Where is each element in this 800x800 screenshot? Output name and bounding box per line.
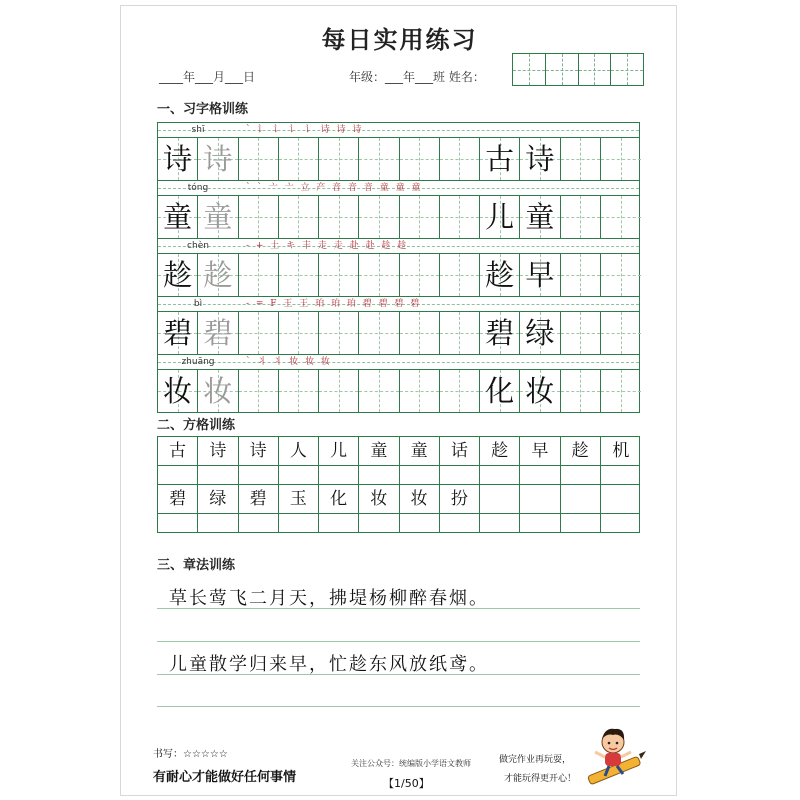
fangge-cell[interactable] [440,514,480,532]
writing-cell[interactable] [561,254,601,296]
writing-cell[interactable] [279,138,319,180]
writing-cell[interactable] [198,370,238,412]
writing-cell[interactable] [158,138,198,180]
pinyin-label: bì [193,299,203,309]
writing-cells [157,254,640,297]
writing-cell[interactable] [359,370,399,412]
tianzige-row [157,296,640,355]
writing-cell[interactable] [239,138,279,180]
fangge-cell[interactable] [520,466,560,484]
motto: 有耐心才能做好任何事情 [153,770,297,785]
poem-line-1: 草长莺飞二月天，拂堤杨柳醉春烟。 [169,588,489,609]
writing-cell[interactable] [239,370,279,412]
trace-character: 诗 [203,142,233,176]
fangge-cell[interactable] [601,485,641,513]
stroke-order: - + 土 キ 丰 走 走 赴 赴 趁 趁 [246,241,409,251]
model-character: 趁 [485,258,515,292]
writing-cells [157,196,640,239]
fangge-grid [157,436,640,533]
pinyin-line [157,354,640,370]
writing-cell[interactable] [158,196,198,238]
fangge-cell[interactable] [158,466,198,484]
fangge-cell[interactable]: 诗 [198,437,238,465]
fangge-cell[interactable] [279,466,319,484]
fangge-cell[interactable]: 儿 [319,437,359,465]
date-line: ____年___月___日 [159,70,256,84]
writing-label: 书写： [153,749,183,760]
fangge-cell[interactable]: 话 [440,437,480,465]
fangge-cell[interactable]: 绿 [198,485,238,513]
writing-cell[interactable] [359,254,399,296]
writing-cell[interactable] [561,138,601,180]
trace-character: 童 [203,200,233,234]
writing-cell[interactable] [239,312,279,354]
writing-rule [157,608,640,609]
slogan-line-2: 才能玩得更开心！ [504,774,577,784]
writing-rule [157,706,640,707]
writing-cell[interactable] [480,370,520,412]
pinyin-label: shī [191,125,205,135]
fangge-cell[interactable]: 碧 [239,485,279,513]
fangge-cell[interactable]: 玉 [279,485,319,513]
writing-cell[interactable] [561,312,601,354]
writing-cells [157,312,640,355]
tianzige-row [157,354,640,413]
fangge-cell[interactable] [359,514,399,532]
writing-cell[interactable] [158,254,198,296]
writing-cell[interactable] [279,312,319,354]
model-character: 童 [525,200,555,234]
rating-stars[interactable]: ☆☆☆☆☆ [183,749,228,760]
fangge-cell[interactable]: 趁 [480,437,520,465]
writing-cell[interactable] [520,196,560,238]
pinyin-label: zhuāng [181,357,215,367]
fangge-cell[interactable]: 趁 [561,437,601,465]
model-character: 诗 [525,142,555,176]
tianzige-row [157,122,640,181]
writing-cell[interactable] [601,196,641,238]
pencil-boy-illustration [583,722,647,788]
fangge-cell[interactable] [239,514,279,532]
fangge-cell[interactable] [480,485,520,513]
model-character: 化 [485,374,515,408]
writing-cell[interactable] [239,196,279,238]
writing-cell[interactable] [319,312,359,354]
fangge-cell[interactable] [319,514,359,532]
writing-cell[interactable] [440,196,480,238]
writing-cell[interactable] [279,196,319,238]
trace-character: 碧 [203,316,233,350]
fangge-cell[interactable] [601,466,641,484]
writing-cell[interactable] [480,254,520,296]
pinyin-label: tóng [187,183,209,193]
model-character: 儿 [485,200,515,234]
fangge-cell[interactable] [561,485,601,513]
wechat-note: 关注公众号：统编版小学语文教师 [351,759,471,768]
writing-cell[interactable] [520,138,560,180]
fangge-cell[interactable]: 机 [612,441,630,461]
model-character: 诗 [163,142,193,176]
writing-cell[interactable] [198,196,238,238]
writing-cell[interactable] [319,254,359,296]
model-character: 妆 [163,374,193,408]
writing-cell[interactable] [198,254,238,296]
writing-cell[interactable] [158,312,198,354]
trace-character: 妆 [203,374,233,408]
section-heading-1: 一、习字格训练 [157,102,249,117]
fangge-cell[interactable]: 早 [520,437,560,465]
fangge-cell[interactable]: 诗 [239,437,279,465]
writing-cell[interactable] [359,312,399,354]
fangge-cell[interactable] [158,514,198,532]
stroke-order: ` ` 亠 亠 立 产 音 音 音 童 童 童 [246,183,423,193]
stroke-order: - = F 王 王 珀 珀 珀 碧 碧 碧 碧 [246,299,422,309]
section-heading-3: 三、章法训练 [157,558,236,573]
pinyin-line [157,238,640,254]
fangge-cell[interactable] [561,466,601,484]
model-character: 碧 [485,316,515,350]
writing-cell[interactable] [400,370,440,412]
writing-cell[interactable] [440,254,480,296]
writing-cell[interactable] [561,196,601,238]
pinyin-line [157,296,640,312]
writing-cell[interactable] [158,370,198,412]
stroke-order: ` 丬 丬 妆 妆 妆 [246,357,332,367]
writing-cell[interactable] [601,370,641,412]
model-character: 童 [163,200,193,234]
name-box[interactable] [512,53,644,86]
fangge-cell[interactable] [400,466,440,484]
poem-line-2: 儿童散学归来早，忙趁东风放纸鸢。 [169,654,489,675]
writing-rating [153,745,228,760]
grade-name-line: 年级：___年___班 姓名： [349,70,485,84]
writing-cell[interactable] [440,312,480,354]
fangge-row-1 [158,437,639,466]
fangge-cell[interactable]: 化 [319,485,359,513]
model-character: 古 [485,142,515,176]
writing-cell[interactable] [359,196,399,238]
writing-cell[interactable] [601,312,641,354]
writing-cell[interactable] [198,312,238,354]
writing-cell[interactable] [520,370,560,412]
fangge-gap-row [158,466,639,485]
writing-rule [157,674,640,675]
slogan-line-1: 做完作业再玩耍， [499,755,572,765]
writing-cell[interactable] [601,138,641,180]
model-character: 妆 [525,374,555,408]
fangge-row-2 [158,485,639,514]
writing-cell[interactable] [319,138,359,180]
fangge-cell[interactable]: 人 [279,437,319,465]
fangge-cell[interactable] [520,514,560,532]
writing-cells [157,138,640,181]
writing-cell[interactable] [400,196,440,238]
fangge-cell[interactable] [359,466,399,484]
writing-cell[interactable] [561,370,601,412]
pinyin-line [157,122,640,138]
writing-cell[interactable] [239,254,279,296]
fangge-cell[interactable] [601,514,641,532]
model-character: 碧 [163,316,193,350]
writing-cell[interactable] [359,138,399,180]
section-heading-2: 二、方格训练 [157,418,236,433]
writing-cell[interactable] [480,312,520,354]
fangge-cell[interactable]: 童 [400,437,440,465]
writing-cell[interactable] [400,138,440,180]
writing-cell[interactable] [319,196,359,238]
fangge-cell[interactable]: 碧 [158,485,198,513]
fangge-cell[interactable]: 童 [359,437,399,465]
writing-cell[interactable] [400,254,440,296]
worksheet [120,5,677,796]
fangge-cell[interactable]: 古 [158,437,198,465]
fangge-cell[interactable] [198,514,238,532]
fangge-cell[interactable] [198,466,238,484]
stroke-order: ` 讠 讠 讠 讠 诗 诗 诗 [246,125,364,135]
fangge-cell[interactable] [319,466,359,484]
writing-cell[interactable] [601,254,641,296]
writing-cell[interactable] [440,138,480,180]
fangge-cell[interactable] [239,466,279,484]
writing-cell[interactable] [480,196,520,238]
trace-character: 趁 [203,258,233,292]
writing-cell[interactable] [520,254,560,296]
fangge-gap-row [158,514,639,532]
model-character: 早 [525,258,555,292]
fangge-cell[interactable] [480,514,520,532]
writing-cells [157,370,640,413]
fangge-cell[interactable] [520,485,560,513]
writing-cell[interactable] [279,254,319,296]
fangge-cell[interactable] [279,514,319,532]
model-character: 绿 [525,316,555,350]
page-indicator: 【1/50】 [383,777,430,790]
fangge-cell[interactable] [440,466,480,484]
writing-rule [157,641,640,642]
tianzige-row [157,238,640,297]
writing-cell[interactable] [279,370,319,412]
writing-cell[interactable] [400,312,440,354]
pinyin-line [157,180,640,196]
page-title: 每日实用练习 [321,26,478,54]
writing-cell[interactable] [198,138,238,180]
writing-cell[interactable] [520,312,560,354]
fangge-cell[interactable]: 妆 [359,485,399,513]
writing-cell[interactable] [319,370,359,412]
writing-cell[interactable] [440,370,480,412]
writing-cell[interactable] [480,138,520,180]
tianzige-row [157,180,640,239]
fangge-cell[interactable] [480,466,520,484]
fangge-cell[interactable]: 妆 [400,485,440,513]
model-character: 趁 [163,258,193,292]
fangge-cell[interactable] [561,514,601,532]
fangge-cell[interactable]: 扮 [440,485,480,513]
pinyin-label: chèn [187,241,209,251]
fangge-cell[interactable] [400,514,440,532]
